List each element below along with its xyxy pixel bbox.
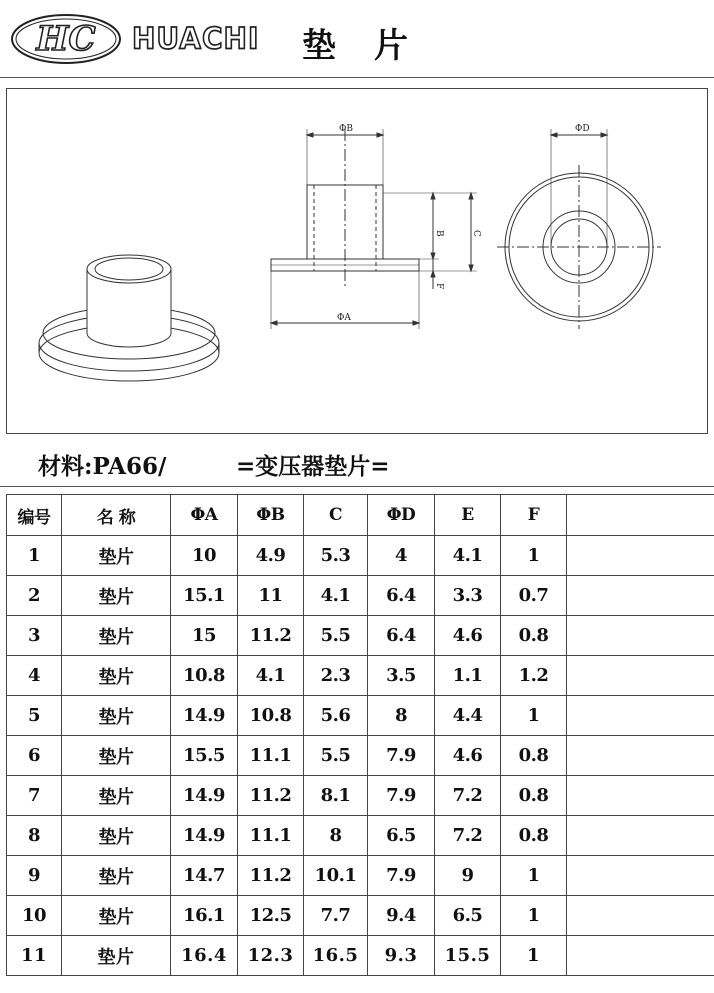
table-row: [7, 576, 714, 616]
cell-E: 4.1: [435, 536, 501, 576]
dim-label-C: C: [471, 230, 481, 237]
brand-name: HUACHI: [132, 21, 260, 56]
cell-C: 5.5: [304, 736, 368, 776]
table-row: [7, 856, 714, 896]
table-row: [7, 696, 714, 736]
section-divider: [0, 486, 714, 487]
cell-blank: [567, 576, 714, 616]
cell-E: 6.5: [435, 896, 501, 936]
header: [0, 0, 714, 78]
cell-blank: [567, 816, 714, 856]
cell-phiD: 6.4: [368, 576, 435, 616]
table-row: [7, 776, 714, 816]
cell-E: 1.1: [435, 656, 501, 696]
cell-phiA: 14.7: [171, 856, 238, 896]
cell-phiA: 14.9: [171, 776, 238, 816]
cell-E: 9: [435, 856, 501, 896]
cell-F: 0.8: [501, 816, 567, 856]
cell-phiB: 12.5: [238, 896, 304, 936]
dim-label-phiA: ΦA: [337, 313, 351, 323]
cell-no: 4: [7, 656, 62, 696]
table-row: [7, 896, 714, 936]
cell-no: 2: [7, 576, 62, 616]
cell-phiA: 15.5: [171, 736, 238, 776]
cell-phiA: 16.1: [171, 896, 238, 936]
cell-blank: [567, 616, 714, 656]
product-name: =变压器垫片=: [236, 453, 390, 480]
isometric-view: [39, 255, 219, 381]
cell-C: 8.1: [304, 776, 368, 816]
hc-logo: [8, 10, 124, 68]
logo-text: HC: [36, 19, 96, 59]
cell-phiB: 11: [238, 576, 304, 616]
side-view: [271, 129, 477, 329]
cell-blank: [567, 656, 714, 696]
dim-label-B: B: [434, 230, 444, 237]
cell-name: 垫片: [62, 936, 171, 976]
cell-blank: [567, 856, 714, 896]
cell-phiB: 11.2: [238, 856, 304, 896]
cell-name: 垫片: [62, 856, 171, 896]
cell-phiD: 7.9: [368, 776, 435, 816]
cell-name: 垫片: [62, 776, 171, 816]
cell-phiD: 6.5: [368, 816, 435, 856]
cell-F: 1: [501, 696, 567, 736]
cell-F: 0.8: [501, 616, 567, 656]
cell-phiB: 11.2: [238, 616, 304, 656]
page-title: 垫片: [302, 26, 446, 66]
cell-E: 4.6: [435, 736, 501, 776]
cell-phiD: 4: [368, 536, 435, 576]
cell-phiD: 9.4: [368, 896, 435, 936]
cell-E: 7.2: [435, 776, 501, 816]
cell-blank: [567, 696, 714, 736]
cell-phiB: 4.1: [238, 656, 304, 696]
cell-phiA: 10.8: [171, 656, 238, 696]
cell-name: 垫片: [62, 896, 171, 936]
cell-phiB: 10.8: [238, 696, 304, 736]
cell-phiB: 11.1: [238, 816, 304, 856]
cell-no: 9: [7, 856, 62, 896]
cell-F: 0.8: [501, 776, 567, 816]
cell-blank: [567, 736, 714, 776]
cell-no: 3: [7, 616, 62, 656]
cell-F: 1: [501, 896, 567, 936]
col-header-C: C: [304, 495, 368, 536]
cell-phiA: 14.9: [171, 696, 238, 736]
cell-phiD: 8: [368, 696, 435, 736]
material-label: 材料:PA66/: [38, 453, 167, 480]
cell-phiB: 11.2: [238, 776, 304, 816]
cell-name: 垫片: [62, 656, 171, 696]
col-header-E: E: [435, 495, 501, 536]
cell-phiA: 16.4: [171, 936, 238, 976]
col-header-phiD: ΦD: [368, 495, 435, 536]
cell-phiB: 11.1: [238, 736, 304, 776]
cell-blank: [567, 536, 714, 576]
table-row: [7, 816, 714, 856]
col-header-phiB: ΦB: [238, 495, 304, 536]
col-header-phiA: ΦA: [171, 495, 238, 536]
cell-phiD: 3.5: [368, 656, 435, 696]
cell-E: 3.3: [435, 576, 501, 616]
cell-no: 8: [7, 816, 62, 856]
cell-C: 7.7: [304, 896, 368, 936]
header-divider: [0, 77, 714, 78]
cell-phiD: 7.9: [368, 856, 435, 896]
drawing-canvas: [7, 89, 709, 435]
cell-name: 垫片: [62, 696, 171, 736]
table-row: [7, 656, 714, 696]
cell-phiD: 9.3: [368, 936, 435, 976]
cell-C: 5.5: [304, 616, 368, 656]
cell-C: 5.3: [304, 536, 368, 576]
top-view: [497, 129, 661, 329]
cell-E: 15.5: [435, 936, 501, 976]
col-header-F: F: [501, 495, 567, 536]
cell-name: 垫片: [62, 576, 171, 616]
table-header-row: [7, 495, 714, 536]
cell-name: 垫片: [62, 536, 171, 576]
cell-no: 1: [7, 536, 62, 576]
technical-drawing: [6, 88, 708, 434]
cell-C: 10.1: [304, 856, 368, 896]
table-row: [7, 736, 714, 776]
cell-phiA: 15: [171, 616, 238, 656]
cell-C: 5.6: [304, 696, 368, 736]
cell-phiA: 10: [171, 536, 238, 576]
cell-phiB: 12.3: [238, 936, 304, 976]
cell-no: 7: [7, 776, 62, 816]
cell-no: 5: [7, 696, 62, 736]
cell-blank: [567, 936, 714, 976]
dim-label-phiB: ΦB: [339, 124, 353, 134]
cell-name: 垫片: [62, 736, 171, 776]
cell-F: 1: [501, 936, 567, 976]
cell-E: 4.6: [435, 616, 501, 656]
cell-name: 垫片: [62, 816, 171, 856]
cell-E: 7.2: [435, 816, 501, 856]
cell-no: 6: [7, 736, 62, 776]
cell-phiB: 4.9: [238, 536, 304, 576]
dim-label-F: F: [434, 283, 444, 290]
cell-F: 1.2: [501, 656, 567, 696]
table-row: [7, 936, 714, 976]
cell-C: 2.3: [304, 656, 368, 696]
cell-blank: [567, 896, 714, 936]
col-header-blank: [567, 495, 714, 536]
cell-no: 11: [7, 936, 62, 976]
cell-F: 1: [501, 856, 567, 896]
col-header-no: 编号: [7, 495, 62, 536]
cell-E: 4.4: [435, 696, 501, 736]
cell-no: 10: [7, 896, 62, 936]
col-header-name: 名 称: [62, 495, 171, 536]
table-row: [7, 536, 714, 576]
cell-C: 4.1: [304, 576, 368, 616]
cell-phiA: 14.9: [171, 816, 238, 856]
cell-blank: [567, 776, 714, 816]
cell-phiD: 7.9: [368, 736, 435, 776]
dim-label-phiD: ΦD: [575, 124, 590, 134]
cell-F: 0.8: [501, 736, 567, 776]
cell-C: 16.5: [304, 936, 368, 976]
cell-F: 0.7: [501, 576, 567, 616]
table-row: [7, 616, 714, 656]
cell-C: 8: [304, 816, 368, 856]
cell-phiA: 15.1: [171, 576, 238, 616]
spec-table: [6, 494, 714, 976]
cell-name: 垫片: [62, 616, 171, 656]
cell-F: 1: [501, 536, 567, 576]
cell-phiD: 6.4: [368, 616, 435, 656]
